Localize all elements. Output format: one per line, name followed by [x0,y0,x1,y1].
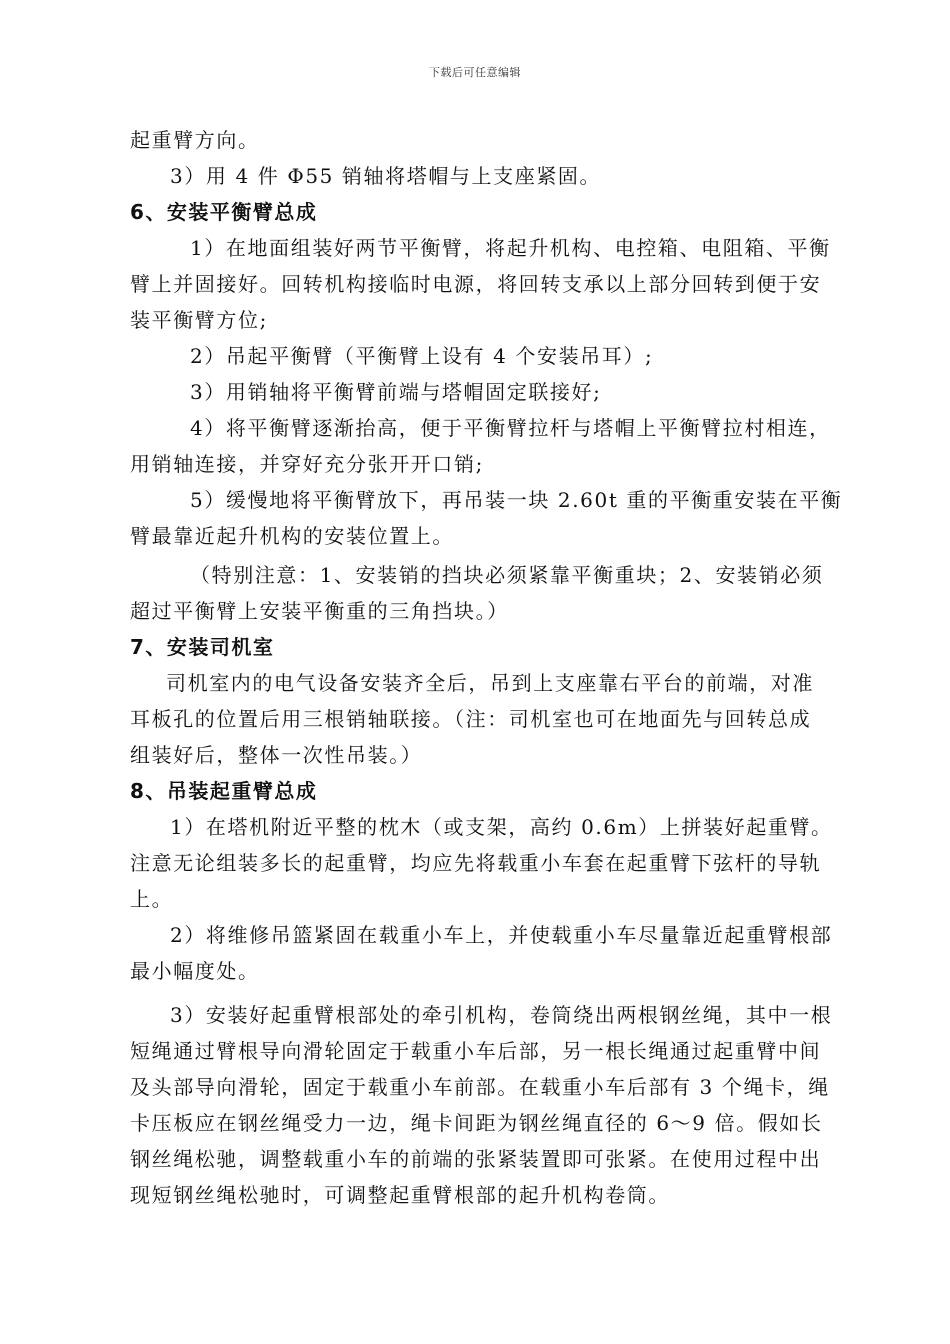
body-line: 注意无论组装多长的起重臂，均应先将载重小车套在起重臂下弦杆的导轨 [130,851,822,875]
body-line: 5）缓慢地将平衡臂放下，再吊装一块 2.60t 重的平衡重安装在平衡 [190,488,843,512]
section-heading-7: 7、安装司机室 [130,635,275,659]
body-line: 装平衡臂方位; [130,308,268,332]
section-heading-6: 6、安装平衡臂总成 [130,200,318,224]
body-line: 臂最靠近起升机构的安装位置上。 [130,524,454,548]
body-line: 短绳通过臂根导向滑轮固定于载重小车后部，另一根长绳通过起重臂中间 [130,1039,822,1063]
body-line: 司机室内的电气设备安装齐全后，吊到上支座靠右平台的前端，对准 [166,671,814,695]
body-line: 3）用 4 件 Φ55 销轴将塔帽与上支座紧固。 [170,164,602,188]
body-line: 及头部导向滑轮，固定于载重小车前部。在载重小车后部有 3 个绳卡，绳 [130,1075,830,1099]
body-line: 1）在塔机附近平整的枕木（或支架，高约 0.6m）上拼装好起重臂。 [170,815,833,839]
body-line: 上。 [130,887,174,911]
body-line: 卡压板应在钢丝绳受力一边，绳卡间距为钢丝绳直径的 6～9 倍。假如长 [130,1111,823,1135]
body-line: 起重臂方向。 [130,128,260,152]
body-line: 4）将平衡臂逐渐抬高，便于平衡臂拉杆与塔帽上平衡臂拉村相连， [190,416,831,440]
body-line: 3）用销轴将平衡臂前端与塔帽固定联接好; [190,380,602,404]
body-line: 组装好后，整体一次性吊装。） [130,743,423,767]
page-header: 下载后可任意编辑 [429,66,521,79]
body-line: 用销轴连接，并穿好充分张开开口销; [130,452,484,476]
body-line: （特别注意：1、安装销的挡块必须紧靠平衡重块；2、安装销必须 [190,563,824,587]
body-line: 1）在地面组装好两节平衡臂，将起升机构、电控箱、电阻箱、平衡 [190,236,831,260]
body-line: 超过平衡臂上安装平衡重的三角挡块。） [130,599,509,623]
body-line: 耳板孔的位置后用三根销轴联接。（注：司机室也可在地面先与回转总成 [130,707,812,731]
body-line: 2）将维修吊篮紧固在载重小车上，并使载重小车尽量靠近起重臂根部 [170,923,833,947]
body-line: 2）吊起平衡臂（平衡臂上设有 4 个安装吊耳）; [190,344,654,368]
body-line: 钢丝绳松驰，调整载重小车的前端的张紧装置即可张紧。在使用过程中出 [130,1147,822,1171]
body-line: 最小幅度处。 [130,959,260,983]
section-heading-8: 8、吊装起重臂总成 [130,779,318,803]
body-line: 现短钢丝绳松驰时，可调整起重臂根部的起升机构卷筒。 [130,1183,670,1207]
body-line: 臂上并固接好。回转机构接临时电源，将回转支承以上部分回转到便于安 [130,272,822,296]
body-line: 3）安装好起重臂根部处的牵引机构，卷筒绕出两根钢丝绳，其中一根 [170,1003,833,1027]
